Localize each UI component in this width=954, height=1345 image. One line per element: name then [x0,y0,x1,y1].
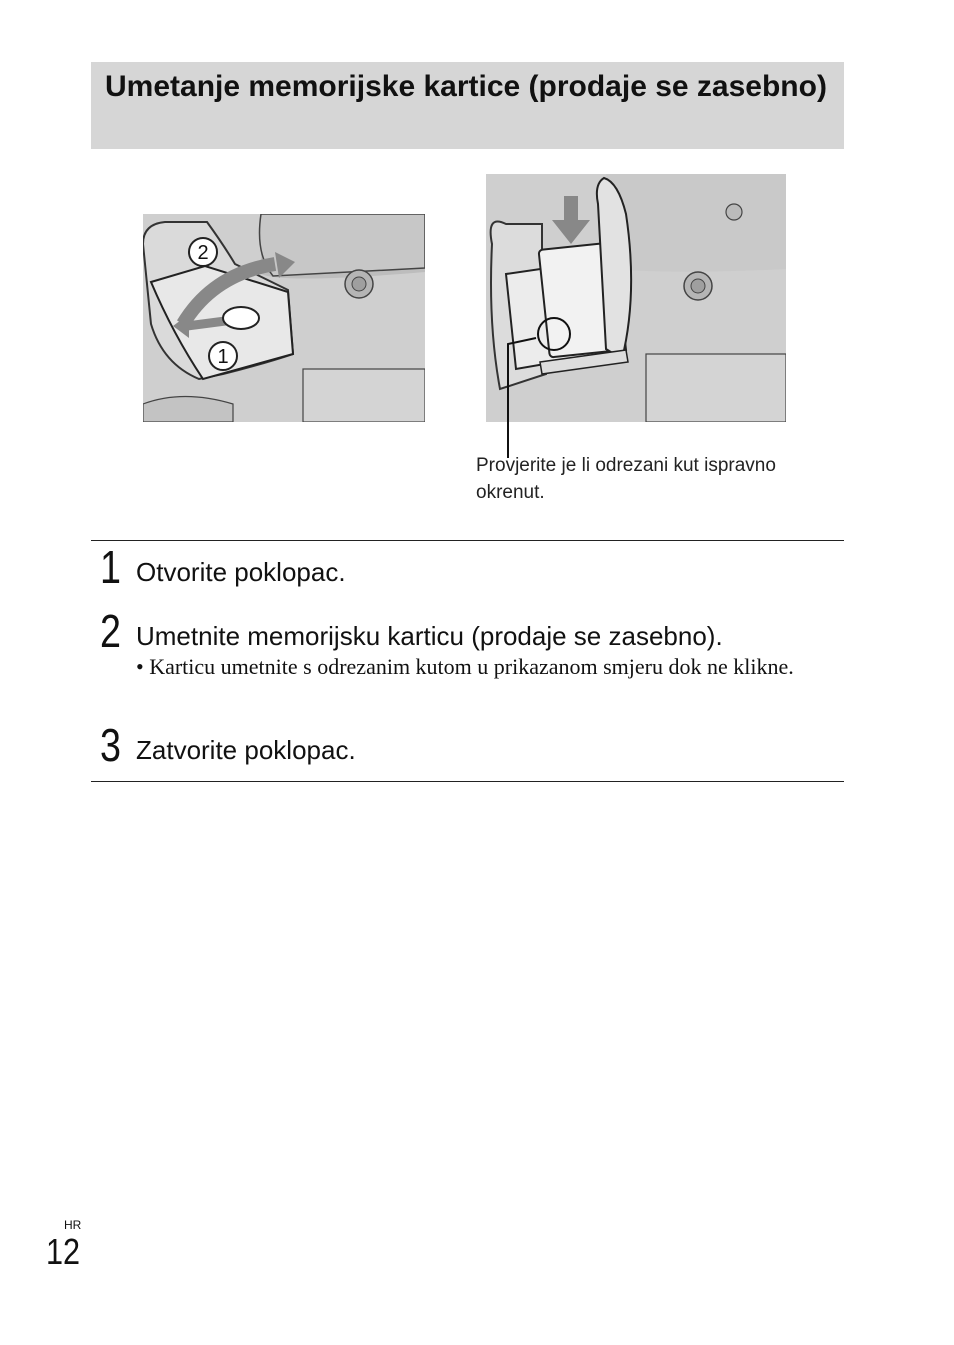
page-title: Umetanje memorijske kartice (prodaje se zasebno) [105,70,827,103]
open-cover-illustration [143,214,425,422]
step-number: 1 [100,541,121,593]
callout-text: Provjerite je li odrezani kut ispravno okrenut. [476,455,776,503]
section-title-bar [91,62,844,149]
step-marker-2: 2 [197,242,209,264]
callout-leader-line [500,330,560,460]
page-language: HR [64,1218,82,1232]
step-marker-1: 1 [217,346,229,368]
top-divider [91,540,844,541]
step-2-note: • Karticu umetnite s odrezanim kutom u prikazanom smjeru dok ne klikne. [136,654,794,679]
page-number: 12 [46,1231,81,1272]
step-text: Zatvorite poklopac. [136,735,356,765]
bottom-divider [91,781,844,782]
step-number: 3 [100,719,121,771]
step-text: Umetnite memorijsku karticu (prodaje se zasebno). [136,621,723,651]
step-number: 2 [100,605,121,657]
step-text: Otvorite poklopac. [136,557,346,587]
